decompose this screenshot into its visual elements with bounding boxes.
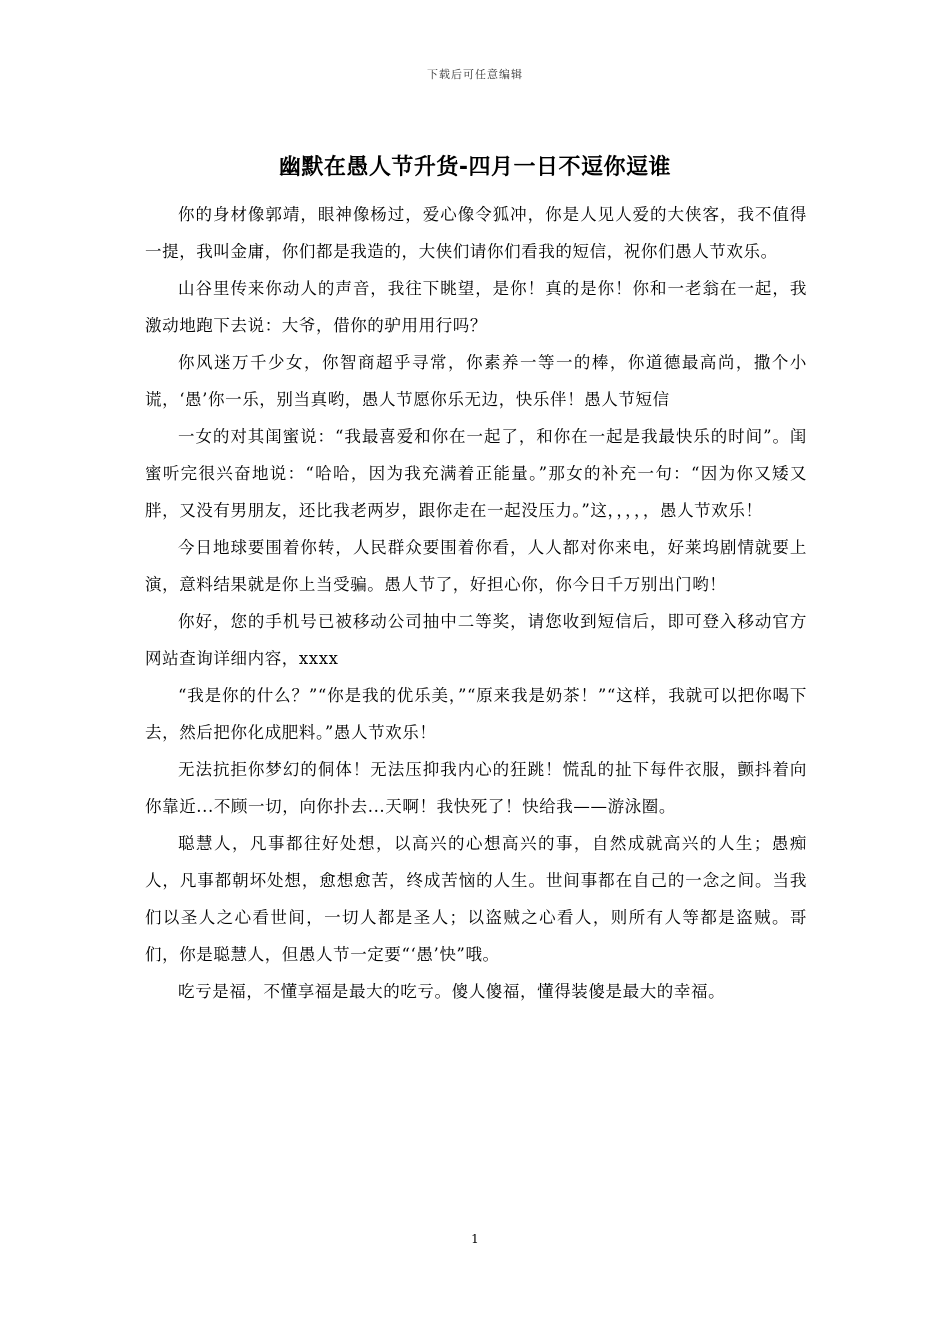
paragraph-8: 无法抗拒你梦幻的侗体！无法压抑我内心的狂跳！慌乱的扯下每件衣服，颤抖着向你靠近...不顾一切，向你扑去...天啊！我快死了！快给我——游泳圈。 — [145, 760, 807, 816]
paragraph-7: “我是你的什么？”“你是我的优乐美，”“原来我是奶茶！”“这样，我就可以把你喝下去，然后把你化成肥料。”愚人节欢乐！ — [145, 686, 807, 742]
paragraph-2: 山谷里传来你动人的声音，我往下眺望，是你！真的是你！你和一老翁在一起，我激动地跑下去说：大爷，借你的驴用用行吗？ — [145, 279, 807, 335]
paragraph-10: 吃亏是福，不懂享福是最大的吃亏。傻人傻福，懂得装傻是最大的幸福。 — [178, 982, 726, 1001]
paragraph-6: 你好，您的手机号已被移动公司抽中二等奖，请您收到短信后，即可登入移动官方网站查询详细内容，xxxx — [145, 612, 807, 668]
body-text — [145, 196, 807, 1010]
paragraph-9: 聪慧人，凡事都往好处想，以高兴的心想高兴的事，自然成就高兴的人生；愚痴人，凡事都朝坏处想，愈想愈苦，终成苦恼的人生。世间事都在自己的一念之间。当我们以圣人之心看世间，一切人都是圣人；以盗贼之心看人，则所有人等都是盗贼。哥们，你是聪慧人，但愚人节一定要“‘愚’快”哦。 — [145, 834, 807, 964]
paragraph-1: 你的身材像郭靖，眼神像杨过，爱心像令狐冲，你是人见人爱的大侠客，我不值得一提，我叫金庸，你们都是我造的，大侠们请你们看我的短信，祝你们愚人节欢乐。 — [145, 205, 807, 261]
paragraph-3: 你风迷万千少女，你智商超乎寻常，你素养一等一的棒，你道德最高尚，撒个小谎，‘愚’你一乐，别当真哟，愚人节愿你乐无边，快乐伴！愚人节短信 — [145, 353, 807, 409]
paragraph-4: 一女的对其闺蜜说：“我最喜爱和你在一起了，和你在一起是我最快乐的时间”。闺蜜听完很兴奋地说：“哈哈，因为我充满着正能量。”那女的补充一句：“因为你又矮又胖，又没有男朋友，还比我老两岁，跟你走在一起没压力。”这，，，，，愚人节欢乐！ — [145, 427, 807, 520]
header-note: 下载后可任意编辑 — [427, 68, 523, 81]
page-title: 幽默在愚人节升货-四月一日不逗你逗谁 — [278, 155, 672, 180]
page-number: 1 — [471, 1232, 479, 1246]
paragraph-5: 今日地球要围着你转，人民群众要围着你看，人人都对你来电，好莱坞剧情就要上演，意料结果就是你上当受骗。愚人节了，好担心你，你今日千万别出门哟！ — [145, 538, 807, 594]
